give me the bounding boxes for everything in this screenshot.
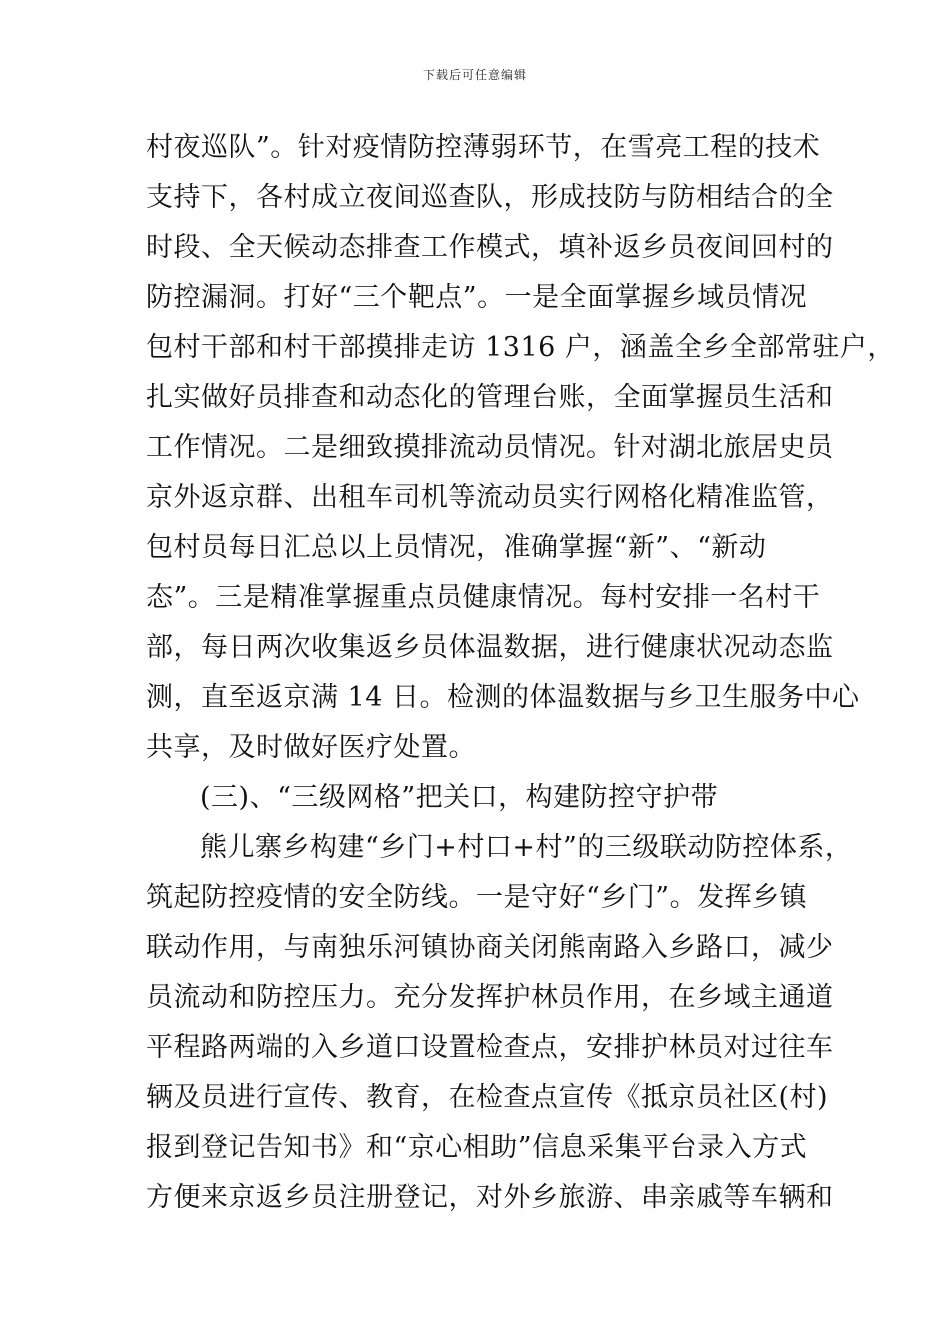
text-line: 村夜巡队”。针对疫情防控薄弱环节，在雪亮工程的技术 [146,132,821,163]
text-line: 包村员每日汇总以上员情况，准确掌握“新”、“新动 [146,532,767,563]
text-line: 工作情况。二是细致摸排流动员情况。针对湖北旅居史员 [146,432,834,463]
text-line: 员流动和防控压力。充分发挥护林员作用，在乡域主通道 [146,982,834,1013]
text-line: 支持下，各村成立夜间巡查队，形成技防与防相结合的全 [146,182,834,213]
text-line: 防控漏洞。打好“三个靶点”。一是全面掌握乡域员情况 [146,282,808,313]
text-line: 包村干部和村干部摸排走访 1316 户，涵盖全乡全部常驻户， [146,332,895,363]
text-line: 京外返京群、出租车司机等流动员实行网格化精准监管， [146,482,834,513]
text-line: 平程路两端的入乡道口设置检查点，安排护林员对过往车 [146,1032,834,1063]
text-line: 态”。三是精准掌握重点员健康情况。每村安排一名村干 [146,582,821,613]
section-heading: (三)、“三级网格”把关口，构建防控守护带 [200,782,719,813]
text-line: 共享，及时做好医疗处置。 [146,732,476,763]
text-line: 筑起防控疫情的安全防线。一是守好“乡门”。发挥乡镇 [146,882,808,913]
text-line: 报到登记告知书》和“京心相助”信息采集平台录入方式 [146,1132,808,1163]
text-line: 方便来京返乡员注册登记，对外乡旅游、串亲戚等车辆和 [146,1182,834,1213]
text-line: 辆及员进行宣传、教育，在检查点宣传《抵京员社区(村) [146,1082,829,1113]
text-line: 时段、全天候动态排查工作模式，填补返乡员夜间回村的 [146,232,834,263]
text-line: 测，直至返京满 14 日。检测的体温数据与乡卫生服务中心 [146,682,860,713]
text-line: 熊儿寨乡构建“乡门+村口+村”的三级联动防控体系， [200,832,853,863]
text-line: 扎实做好员排查和动态化的管理台账，全面掌握员生活和 [146,382,834,413]
text-line: 联动作用，与南独乐河镇协商关闭熊南路入乡路口，减少 [146,932,834,963]
page-header: 下载后可任意编辑 [422,68,527,82]
text-line: 部，每日两次收集返乡员体温数据，进行健康状况动态监 [146,632,834,663]
